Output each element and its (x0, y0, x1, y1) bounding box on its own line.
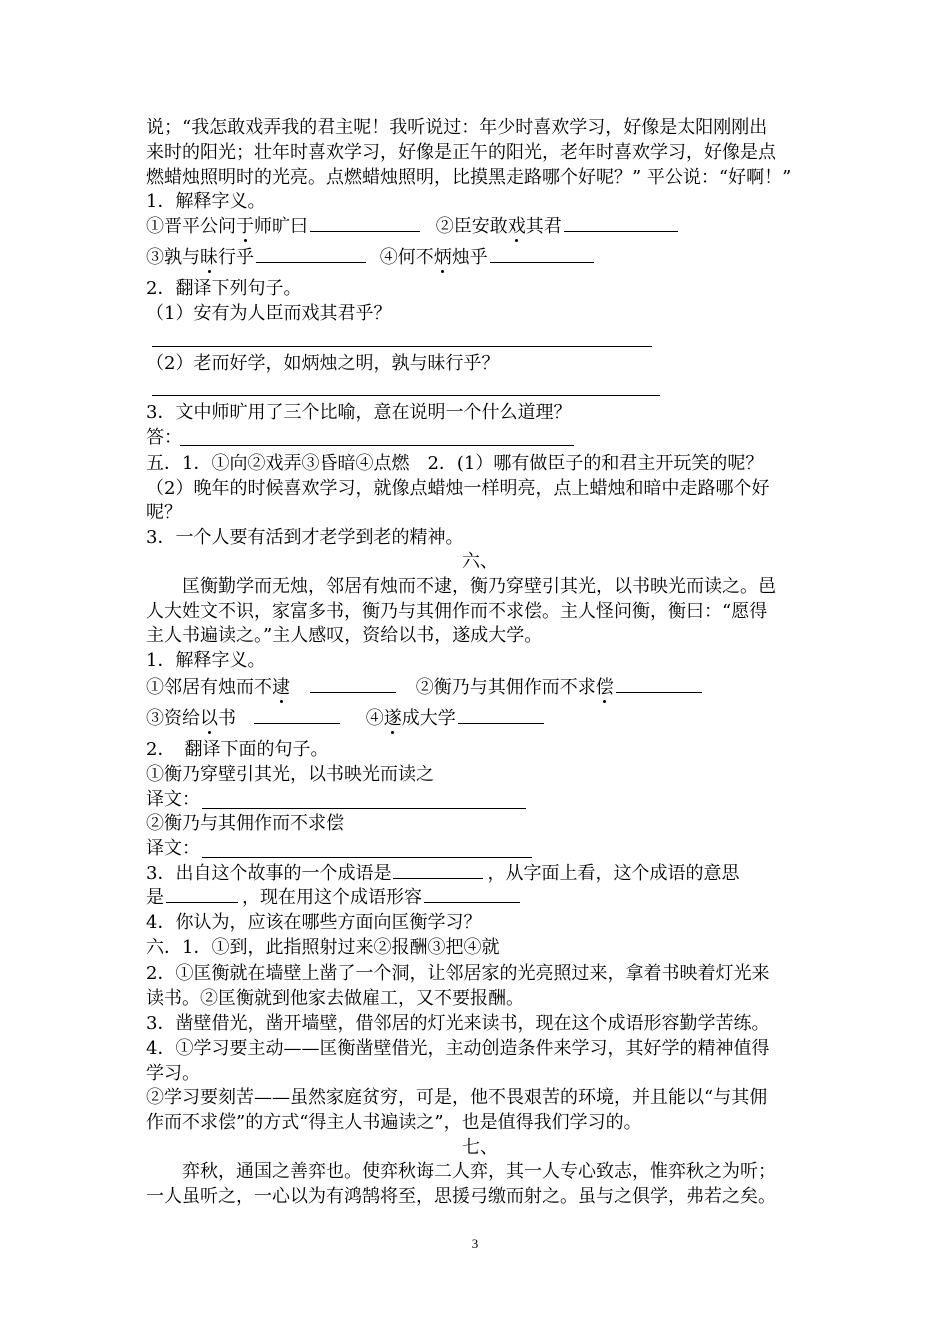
sentence-prompt: ①衡乃穿壁引其光，以书映光而读之 (146, 764, 434, 785)
dotted-char: 逮 (272, 677, 290, 698)
fill-line (146, 886, 814, 910)
fill-line (146, 215, 814, 239)
answer-blank[interactable] (166, 886, 238, 903)
answer-blank[interactable] (458, 707, 544, 724)
answer-blank[interactable] (256, 246, 366, 263)
question-heading: 2．翻译下列句子。 (146, 278, 302, 299)
answer-key-line: 五．1．①向②戏弄③昏暗④点燃 2．(1）哪有做臣子的和君主开玩笑的呢？ (146, 453, 764, 474)
answer-key-line: 读书。②匡衡就到他家去做雇工，又不要报酬。 (146, 988, 524, 1009)
fill-line (146, 862, 814, 886)
word-prompt: ①晋平公问于师旷曰 (146, 216, 308, 237)
passage-line: 弈秋，通国之善弈也。使弈秋诲二人弈，其一人专心致志，惟弈秋之为听； (146, 1161, 776, 1182)
fill-line (146, 676, 814, 700)
question-text: ，从字面上看，这个成语的意思 (487, 863, 740, 884)
answer-label: 译文： (146, 838, 200, 859)
word-prompt: ①邻居有烛而不逮 (146, 677, 290, 698)
word-prompt: ③孰与昧行乎 (146, 247, 254, 268)
answer-key-line: 3．一个人要有活到才老学到老的精神。 (146, 527, 464, 548)
question-text: 是 (146, 887, 164, 908)
text-line: 来时的阳光；壮年时喜欢学习，好像是正午的阳光，老年时喜欢学习，好像是点 (146, 142, 776, 163)
word-prompt: ④遂成大学 (365, 708, 456, 729)
dotted-char: 于 (236, 216, 254, 237)
question-heading: 1．解释字义。 (146, 191, 266, 212)
answer-key-line: 呢？ (146, 502, 182, 523)
question-text: ，现在用这个成语形容 (242, 887, 422, 908)
passage-line: 匡衡勤学而无烛，邻居有烛而不逮，衡乃穿壁引其光，以书映光而读之。邑 (146, 576, 776, 597)
answer-key-line: 2．①匡衡就在墙壁上凿了一个洞，让邻居家的光亮照过来，拿着书映着灯光来 (146, 963, 770, 984)
answer-line[interactable] (180, 445, 574, 446)
answer-key-line: 学习。 (146, 1063, 200, 1084)
text-line: 燃蜡烛照明时的光亮。点燃蜡烛照明，比摸黑走路哪个好呢？” 平公说：“好啊！” (146, 167, 792, 188)
answer-line[interactable] (152, 346, 652, 347)
fill-line (146, 707, 814, 731)
section-heading: 七、 (462, 1137, 498, 1158)
answer-blank[interactable] (310, 676, 396, 693)
dotted-char: 炳 (433, 247, 452, 268)
word-prompt: ②衡乃与其佣作而不求偿 (415, 677, 614, 698)
sentence-prompt: （1）安有为人臣而戏其君乎？ (146, 303, 392, 324)
page-number: 3 (471, 1236, 479, 1251)
dotted-char: 遂 (383, 708, 402, 729)
question-text: 3．出自这个故事的一个成语是 (146, 863, 392, 884)
dotted-char: 偿 (595, 677, 614, 698)
answer-blank[interactable] (616, 676, 702, 693)
answer-key-line: （2）晚年的时候喜欢学习，就像点蜡烛一样明亮，点上蜡烛和暗中走路哪个好 (146, 478, 770, 499)
dotted-char: 戏 (507, 216, 526, 237)
sentence-prompt: ②衡乃与其佣作而不求偿 (146, 813, 344, 834)
answer-key-line: ②学习要刻苦——虽然家庭贫穷，可是，他不畏艰苦的环境，并且能以“与其佣 (146, 1087, 768, 1108)
fill-line (146, 246, 814, 270)
answer-blank[interactable] (254, 707, 340, 724)
answer-line[interactable] (202, 808, 526, 809)
sentence-prompt: （2）老而好学，如炳烛之明，孰与昧行乎？ (146, 353, 500, 374)
passage-line: 人大姓文不识，家富多书，衡乃与其佣作而不求偿。主人怪问衡，衡曰：“愿得 (146, 601, 768, 622)
passage-line: 一人虽听之，一心以为有鸿鹄将至，思援弓缴而射之。虽与之俱学，弗若之矣。 (146, 1186, 776, 1207)
answer-blank[interactable] (393, 862, 483, 879)
answer-line[interactable] (152, 395, 660, 396)
answer-key-line: 4．①学习要主动——匡衡凿壁借光，主动创造条件来学习，其好学的精神值得 (146, 1038, 770, 1059)
question-heading: 1．解释字义。 (146, 650, 266, 671)
answer-blank[interactable] (564, 215, 678, 232)
answer-key-line: 作而不求偿”的方式“得主人书遍读之”，也是值得我们学习的。 (146, 1112, 642, 1133)
dotted-char: 昧 (200, 247, 218, 268)
answer-key-line: 六．1．①到，此指照射过来②报酬③把④就 (146, 937, 500, 958)
dotted-char: 以 (200, 708, 218, 729)
question-heading: 2． 翻译下面的句子。 (146, 739, 329, 760)
answer-key-line: 3．凿壁借光，凿开墙壁，借邻居的灯光来读书，现在这个成语形容勤学苦练。 (146, 1013, 770, 1034)
question-heading: 3．文中师旷用了三个比喻，意在说明一个什么道理？ (146, 402, 572, 423)
answer-blank[interactable] (490, 246, 594, 263)
section-heading: 六、 (462, 551, 498, 572)
answer-label: 译文： (146, 789, 200, 810)
word-prompt: ③资给以书 (146, 708, 236, 729)
answer-blank[interactable] (424, 886, 520, 903)
question-heading: 4．你认为，应该在哪些方面向匡衡学习？ (146, 912, 482, 933)
word-prompt: ④何不炳烛乎 (379, 247, 488, 268)
word-prompt: ②臣安敢戏其君 (435, 216, 562, 237)
text-line: 说；“我怎敢戏弄我的君主呢！我听说过：年少时喜欢学习，好像是太阳刚刚出 (146, 117, 768, 138)
answer-label: 答： (146, 427, 182, 448)
passage-line: 主人书遍读之。”主人感叹，资给以书，遂成大学。 (146, 625, 543, 646)
answer-blank[interactable] (310, 215, 420, 232)
answer-line[interactable] (202, 857, 532, 858)
